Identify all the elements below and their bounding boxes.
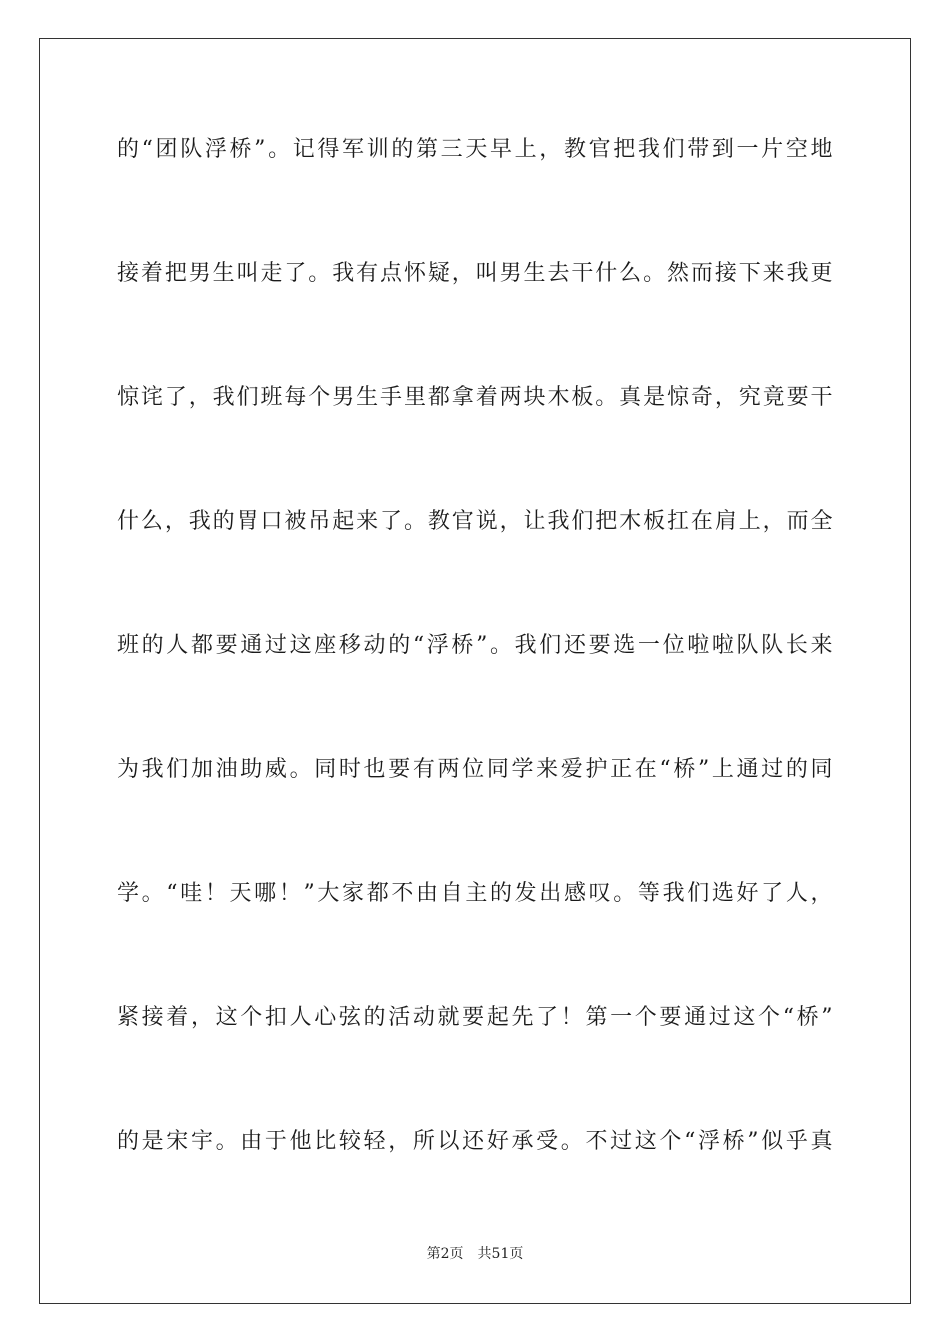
text-line: 的是宋宇。由于他比较轻，所以还好承受。不过这个“浮桥”似乎真	[117, 1129, 833, 1154]
text-line: 接着把男生叫走了。我有点怀疑，叫男生去干什么。然而接下来我更	[117, 261, 833, 286]
text-line: 紧接着，这个扣人心弦的活动就要起先了！第一个要通过这个“桥”	[117, 1005, 833, 1030]
text-line: 惊诧了，我们班每个男生手里都拿着两块木板。真是惊奇，究竟要干	[117, 385, 833, 410]
text-line: 的“团队浮桥”。记得军训的第三天早上，教官把我们带到一片空地	[117, 137, 833, 162]
text-line: 什么，我的胃口被吊起来了。教官说，让我们把木板扛在肩上，而全	[117, 509, 833, 534]
page-footer	[0, 1244, 950, 1264]
page-total: 共51页	[477, 1246, 524, 1262]
page-number: 第2页	[426, 1246, 464, 1262]
text-line: 学。“哇！天哪！”大家都不由自主的发出感叹。等我们选好了人，	[117, 881, 833, 906]
body-text	[117, 128, 833, 1244]
text-line: 班的人都要通过这座移动的“浮桥”。我们还要选一位啦啦队队长来	[117, 633, 833, 658]
text-line: 为我们加油助威。同时也要有两位同学来爱护正在“桥”上通过的同	[117, 757, 833, 782]
